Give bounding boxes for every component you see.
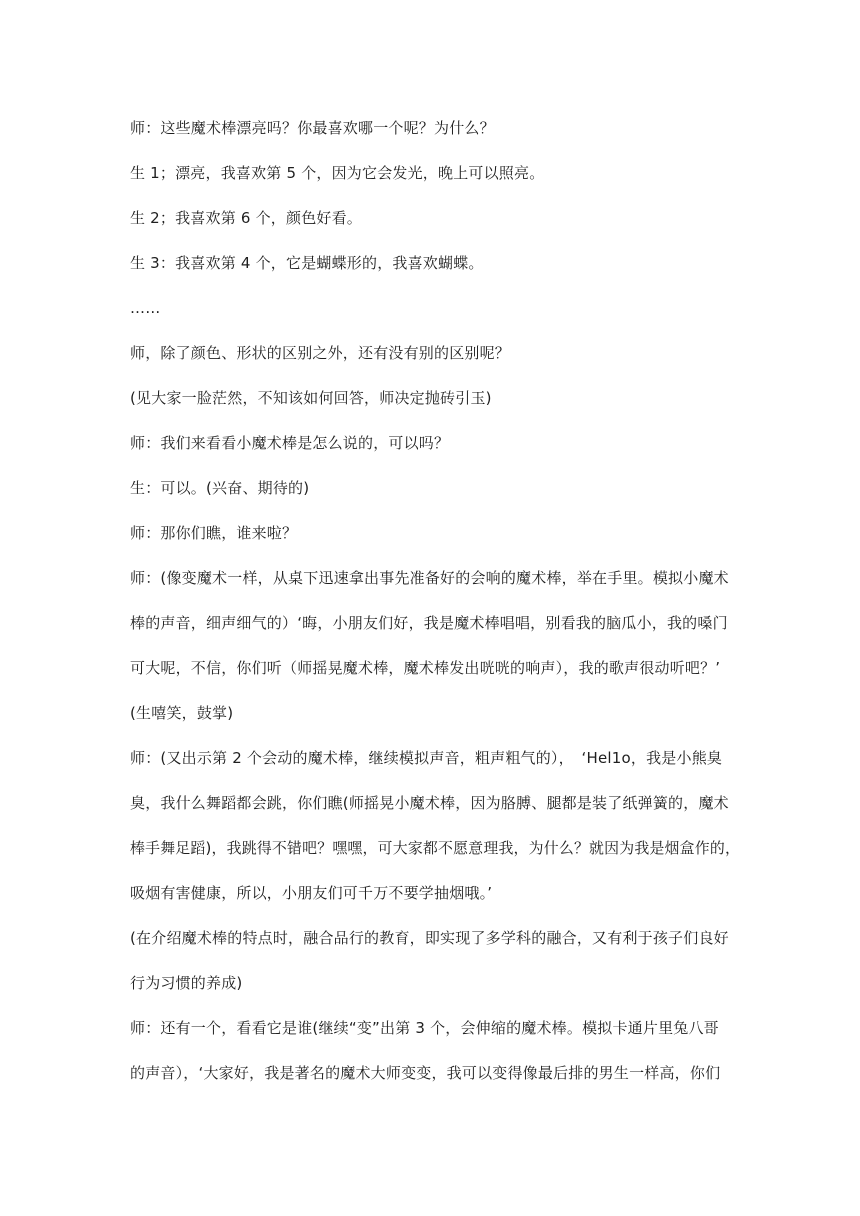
text-line: 师：(像变魔术一样，从桌下迅速拿出事先准备好的会响的魔术棒，举在手里。模拟小魔术 xyxy=(130,569,729,587)
text-line: 师：我们来看看小魔术棒是怎么说的，可以吗？ xyxy=(130,434,450,452)
text-line: 可大呢，不信，你们听（师摇晃魔术棒，魔术棒发出咣咣的响声），我的歌声很动听吧？’ xyxy=(130,659,721,677)
text-line: (在介绍魔术棒的特点时，融合品行的教育，即实现了多学科的融合，又有利于孩子们良好 xyxy=(130,929,729,947)
text-line: (生嘻笑，鼓掌) xyxy=(130,704,234,722)
text-line: 棒手舞足蹈)，我跳得不错吧？嘿嘿，可大家都不愿意理我，为什么？就因为我是烟盒作的， xyxy=(130,839,741,857)
text-line: 臭，我什么舞蹈都会跳，你们瞧(师摇晃小魔术棒，因为胳膊、腿都是装了纸弹簧的，魔术 xyxy=(130,794,729,812)
text-line: (见大家一脸茫然，不知该如何回答，师决定抛砖引玉) xyxy=(130,389,492,407)
text-line: 的声音），‘大家好，我是著名的魔术大师变变，我可以变得像最后排的男生一样高，你们 xyxy=(130,1064,721,1082)
text-line: 师：这些魔术棒漂亮吗？你最喜欢哪一个呢？为什么？ xyxy=(130,119,495,137)
text-line: 师，除了颜色、形状的区别之外，还有没有别的区别呢？ xyxy=(130,344,511,362)
text-line: 生 1；漂亮，我喜欢第 5 个，因为它会发光，晚上可以照亮。 xyxy=(130,164,545,182)
text-line: 生：可以。(兴奋、期待的) xyxy=(130,479,310,497)
text-line: 生 3：我喜欢第 4 个，它是蝴蝶形的，我喜欢蝴蝶。 xyxy=(130,254,484,272)
text-line: 吸烟有害健康，所以，小朋友们可千万不要学抽烟哦。’ xyxy=(130,884,493,902)
text-line: 师：还有一个，看看它是谁(继续“变”出第 3 个，会伸缩的魔术棒。模拟卡通片里兔八哥 xyxy=(130,1019,719,1037)
text-line: 棒的声音，细声细气的）‘晦，小朋友们好，我是魔术棒唱唱，别看我的脑瓜小，我的嗓门 xyxy=(130,614,728,632)
text-line: 师：(又出示第 2 个会动的魔术棒，继续模拟声音，粗声粗气的）， ‘Hel1o，我是小熊臭 xyxy=(130,749,723,767)
text-line: 行为习惯的养成) xyxy=(130,974,243,992)
text-line: …… xyxy=(130,299,161,317)
text-line: 生 2；我喜欢第 6 个，颜色好看。 xyxy=(130,209,362,227)
text-line: 师：那你们瞧，谁来啦？ xyxy=(130,524,298,542)
